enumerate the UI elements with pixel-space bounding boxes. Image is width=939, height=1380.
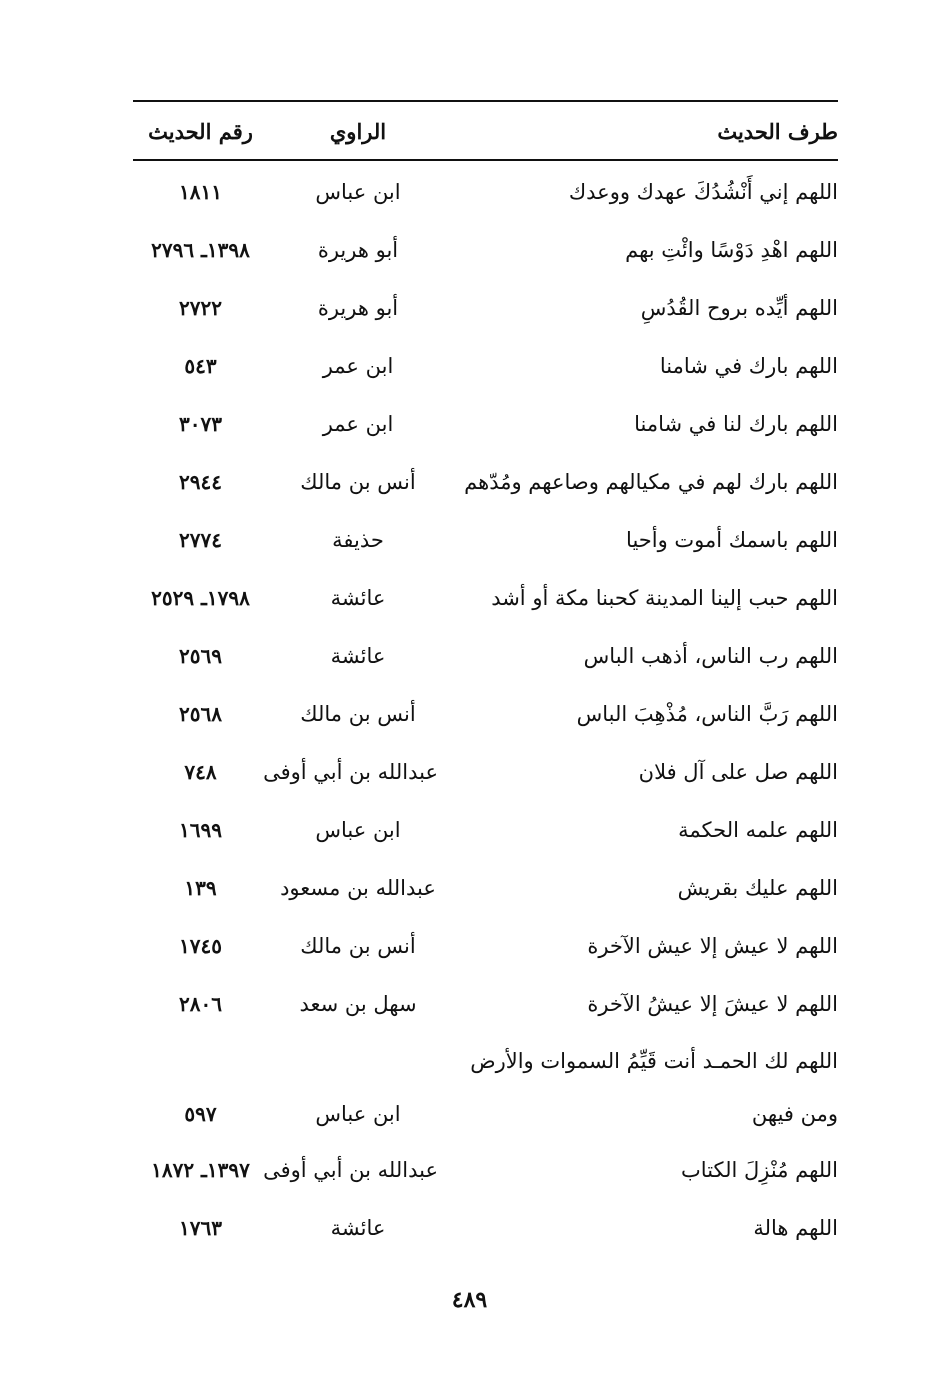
narrator: أنس بن مالك xyxy=(300,934,416,958)
hadith-text: اللهم بارك في شامنا xyxy=(659,354,838,378)
top-rule xyxy=(133,100,838,102)
hadith-number: ٢٨٠٦ xyxy=(179,992,222,1016)
table-row xyxy=(133,163,838,221)
hadith-number: ١٣٩٨ـ ٢٧٩٦ xyxy=(151,238,250,262)
hadith-number: ١٨١١ xyxy=(179,180,222,204)
hadith-text: اللهم بارك لهم في مكيالهم وصاعهم ومُدّهم xyxy=(464,470,838,494)
table-row xyxy=(133,1085,838,1143)
hadith-number: ٢٧٧٤ xyxy=(179,528,222,552)
table-row xyxy=(133,395,838,453)
narrator: أنس بن مالك xyxy=(300,702,416,726)
hadith-text: اللهم باسمك أموت وأحيا xyxy=(626,528,838,552)
hadith-text: اللهم حبب إلينا المدينة كحبنا مكة أو أشد xyxy=(491,586,838,610)
hadith-number: ٢٧٢٢ xyxy=(179,296,222,320)
hadith-number: ١٦٩٩ xyxy=(179,818,222,842)
hadith-number: ٣٠٧٣ xyxy=(179,412,222,436)
hadith-number: ١٧٤٥ xyxy=(179,934,222,958)
narrator: سهل بن سعد xyxy=(299,992,417,1016)
hadith-number: ٢٥٦٩ xyxy=(179,644,222,668)
hadith-text: اللهم لا عيش إلا عيش الآخرة xyxy=(587,934,838,958)
table-row xyxy=(133,685,838,743)
hadith-number: ٥٤٣ xyxy=(184,354,217,378)
hadith-text: اللهم لك الحمـد أنت قَيِّمُ السموات والأرض xyxy=(470,1049,838,1073)
table-row xyxy=(133,569,838,627)
header-hadith-number: رقم الحديث xyxy=(148,119,253,144)
hadith-number: ٧٤٨ xyxy=(184,760,217,784)
narrator: ابن عباس xyxy=(315,818,401,842)
hadith-text: اللهم بارك لنا في شامنا xyxy=(634,412,838,436)
hadith-text: اللهم لا عيشَ إلا عيشُ الآخرة xyxy=(587,992,838,1016)
table-row xyxy=(133,917,838,975)
hadith-number: ١٧٦٣ xyxy=(179,1216,222,1240)
table-header xyxy=(133,108,838,156)
narrator: عائشة xyxy=(330,644,386,668)
table-row xyxy=(133,279,838,337)
table-row xyxy=(133,743,838,801)
hadith-text: اللهم علمه الحكمة xyxy=(678,818,838,842)
narrator: عائشة xyxy=(330,1216,386,1240)
table-row xyxy=(133,627,838,685)
hadith-text: اللهم مُنْزِلَ الكتاب xyxy=(681,1158,838,1182)
table-row xyxy=(133,221,838,279)
hadith-text: اللهم صل على آل فلان xyxy=(638,760,838,784)
table-row xyxy=(133,1032,838,1090)
table-row xyxy=(133,337,838,395)
narrator: عبدالله بن أبي أوفى xyxy=(263,760,438,784)
narrator: أنس بن مالك xyxy=(300,470,416,494)
narrator: ابن عمر xyxy=(322,412,394,436)
table-row xyxy=(133,975,838,1033)
narrator: ابن عباس xyxy=(315,1102,401,1126)
table-row xyxy=(133,801,838,859)
table-row xyxy=(133,859,838,917)
hadith-number: ٥٩٧ xyxy=(184,1102,217,1126)
header-narrator: الراوي xyxy=(329,119,387,144)
narrator: عائشة xyxy=(330,586,386,610)
narrator: أبو هريرة xyxy=(317,238,399,262)
table-row xyxy=(133,1199,838,1257)
narrator: حذيفة xyxy=(332,528,384,552)
hadith-number: ٢٩٤٤ xyxy=(179,470,222,494)
hadith-number: ١٣٩٧ـ ١٨٧٢ xyxy=(151,1158,250,1182)
hadith-text: اللهم إني أَنْشُدُكَ عهدك ووعدك xyxy=(568,180,838,204)
table-row xyxy=(133,1141,838,1199)
narrator: ابن عباس xyxy=(315,180,401,204)
table-row xyxy=(133,511,838,569)
header-hadith-text: طرف الحديث xyxy=(717,119,838,144)
narrator: أبو هريرة xyxy=(317,296,399,320)
hadith-text: اللهم رَبَّ الناس، مُذْهِبَ الباس xyxy=(576,702,838,726)
hadith-text: اللهم اهْدِ دَوْسًا وائْتِ بهم xyxy=(625,238,838,262)
hadith-number: ٢٥٦٨ xyxy=(179,702,222,726)
hadith-text: اللهم هالة xyxy=(753,1216,838,1240)
table-row xyxy=(133,453,838,511)
hadith-text: ومن فيهن xyxy=(751,1102,838,1126)
narrator: ابن عمر xyxy=(322,354,394,378)
header-rule xyxy=(133,159,838,161)
hadith-text: اللهم أيِّده بروح القُدُسِ xyxy=(640,296,838,320)
hadith-text: اللهم رب الناس، أذهب الباس xyxy=(583,644,838,668)
hadith-text: اللهم عليك بقريش xyxy=(677,876,838,900)
narrator: عبدالله بن مسعود xyxy=(280,876,436,900)
hadith-number: ١٧٩٨ـ ٢٥٢٩ xyxy=(151,586,250,610)
page-number: ٤٨٩ xyxy=(451,1287,488,1313)
hadith-number: ١٣٩ xyxy=(184,876,217,900)
narrator: عبدالله بن أبي أوفى xyxy=(263,1158,438,1182)
